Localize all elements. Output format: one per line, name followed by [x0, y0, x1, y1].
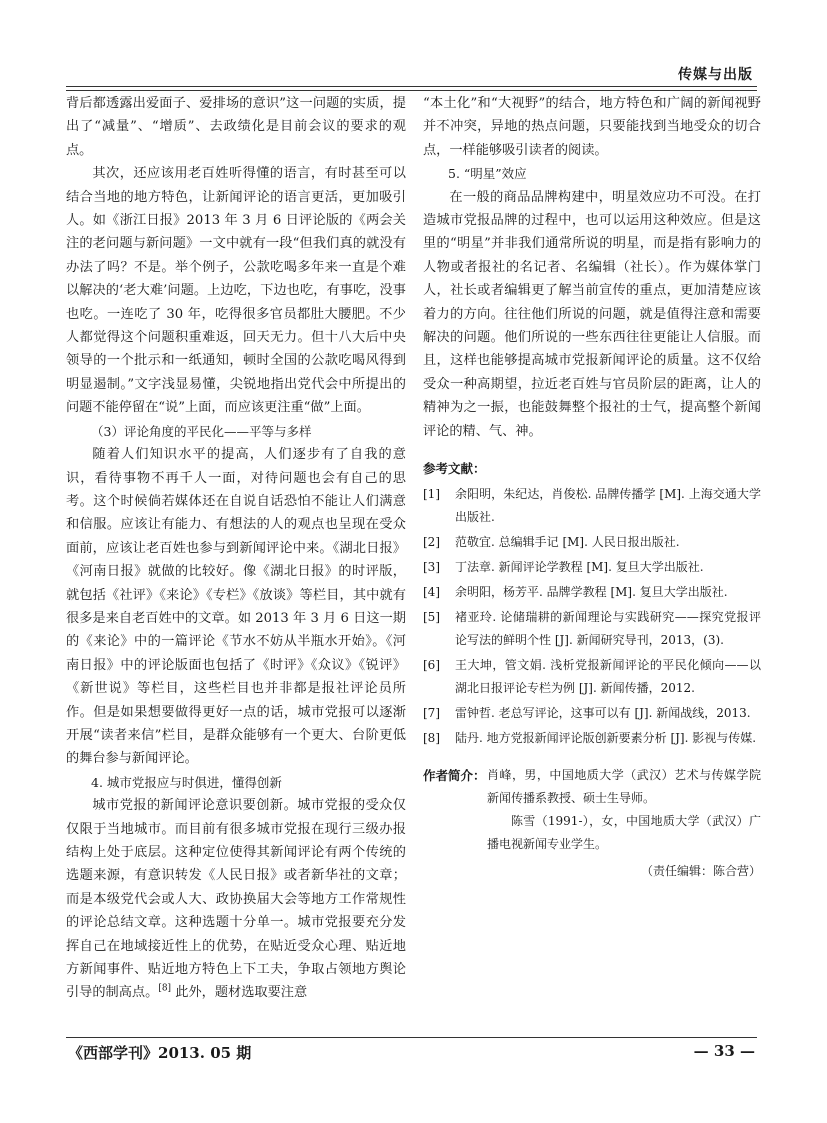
reference-text: 余明阳，杨芳平. 品牌学教程 [M]. 复旦大学出版社. — [455, 584, 728, 599]
reference-text: 雷钟哲. 老总写评论，这事可以有 [J]. 新闻战线，2013. — [455, 705, 751, 720]
reference-item — [423, 556, 761, 579]
reference-text: 丁法章. 新闻评论学教程 [M]. 复旦大学出版社. — [455, 559, 704, 574]
page-number: — 33 — — [693, 1042, 755, 1060]
reference-text: 褚亚玲. 论储瑞耕的新闻理论与实践研究——探究党报评论写法的鲜明个性 [J]. 新闻研究导刊，2013，(3). — [455, 609, 761, 647]
paragraph-4-tail: 此外，题材选取要注意 — [171, 985, 308, 1001]
author-bio — [423, 764, 761, 883]
subheading-5: 5. “明星”效应 — [448, 166, 527, 182]
reference-number: [5] — [423, 609, 440, 624]
reference-item — [423, 483, 761, 529]
left-paragraph-1: 背后都透露出爱面子、爱排场的意识”这一问题的实质，提出了“减量”、“增质”、去政绩化是目前会议的要求的观点。 — [66, 96, 406, 158]
footer-rule — [66, 1037, 757, 1038]
reference-item — [423, 654, 761, 700]
references-list — [423, 483, 761, 750]
reference-text: 余阳明，朱纪达，肖俊松. 品牌传播学 [M]. 上海交通大学出版社. — [455, 486, 761, 524]
reference-number: [6] — [423, 657, 440, 672]
subheading-3: （3）评论角度的平民化——平等与多样 — [91, 423, 312, 439]
reference-number: [8] — [423, 730, 440, 745]
author-bio-2: 陈雪（1991-），女，中国地质大学（武汉）广播电视新闻专业学生。 — [487, 813, 761, 851]
references-title: 参考文献： — [423, 461, 486, 477]
reference-text: 范敬宜. 总编辑手记 [M]. 人民日报出版社. — [455, 534, 680, 549]
responsible-editor: （责任编辑：陈合营） — [640, 863, 761, 878]
right-column — [423, 92, 761, 883]
right-paragraph-2: 在一般的商品品牌构建中，明星效应功不可没。在打造城市党报品牌的过程中，也可以运用这种效应。但是这里的“明星”并非我们通常所说的明星，而是指有影响力的人物或者报社的名记者、名编辑（社长）。作为媒体掌门人，社长或者编辑更了解当前宣传的重点，更加清楚应该着力的方向。往往他们所说的问题，就是值得注意和需要解决的问题。他们所说的一些东西往往更能让人信服。而且，这样也能够提高城市党报新闻评论的质量。这不仅给受众一种高期望，拉近老百姓与官员阶层的距离，让人的精神为之一振，也能鼓舞整个报社的士气，提高整个新闻评论的精、气、神。 — [423, 189, 761, 439]
reference-item — [423, 727, 761, 750]
reference-number: [3] — [423, 559, 440, 574]
section-header: 传媒与出版 — [678, 67, 753, 83]
author-bio-label: 作者简介： — [423, 767, 486, 783]
author-bio-row — [423, 764, 761, 810]
reference-text: 王大坤，管文娟. 浅析党报新闻评论的平民化倾向——以湖北日报评论专栏为例 [J]. 新闻传播，2012. — [455, 657, 761, 695]
header-rule — [66, 86, 757, 91]
author-bio-1: 肖峰，男，中国地质大学（武汉）艺术与传媒学院新闻传播系教授、硕士生导师。 — [487, 767, 761, 805]
reference-item — [423, 702, 761, 725]
reference-item — [423, 531, 761, 554]
left-paragraph-4 — [66, 794, 406, 1005]
reference-item — [423, 581, 761, 604]
reference-text: 陆丹. 地方党报新闻评论版创新要素分析 [J]. 影视与传媒. — [455, 730, 757, 745]
reference-number: [2] — [423, 534, 440, 549]
left-paragraph-2: 其次，还应该用老百姓听得懂的语言，有时甚至可以结合当地的地方特色，让新闻评论的语言更活，更加吸引人。如《浙江日报》2013 年 3 月 6 日评论版的《两会关注的老问题与新问题》一文中就有一段“但我们真的就没有办法了吗？不是。举个例子，公款吃喝多年来一直是个难以解决的‘老大难’问题。上边吃，下边也吃，有事吃，没事也吃。一连吃了 30 年，吃得很多官员都肚大腰肥。不少人都觉得这个问题积重难返，回天无力。但十八大后中央领导的一个批示和一纸通知，顿时全国的公款吃喝风得到明显遏制。”文字浅显易懂，尖锐地指出党代会中所提出的问题不能停留在“说”上面，而应该更注重“做”上面。 — [66, 166, 406, 416]
reference-number: [7] — [423, 705, 440, 720]
reference-number: [1] — [423, 486, 440, 501]
left-paragraph-3: 随着人们知识水平的提高，人们逐步有了自我的意识，看待事物不再千人一面，对待问题也会有自己的思考。这个时候倘若媒体还在自说自话恐怕不能让人们满意和信服。应该让有能力、有想法的人的观点也呈现在受众面前，应该让老百姓也参与到新闻评论中来。《湖北日报》《河南日报》就做的比较好。像《湖北日报》的时评版，就包括《社评》《来论》《专栏》《放谈》等栏目，其中就有很多是来自老百姓中的文章。如 2013 年 3 月 6 日这一期的《来论》中的一篇评论《节水不妨从半瓶水开始》。《河南日报》中的评论版面也包括了《时评》《众议》《锐评》《新世说》等栏目，这些栏目也并非都是报社评论员所作。但是如果想要做得更好一点的话，城市党报可以逐渐开展“读者来信”栏目，是群众能够有一个更大、台阶更低的舞台参与新闻评论。 — [66, 447, 406, 767]
subheading-4: 4. 城市党报应与时俱进，懂得创新 — [91, 774, 282, 790]
citation-8: [8] — [158, 984, 172, 995]
left-column — [66, 92, 406, 1005]
right-paragraph-1: “本土化”和“大视野”的结合，地方特色和广阔的新闻视野并不冲突，异地的热点问题，只要能找到当地受众的切合点，一样能够吸引读者的阅读。 — [423, 96, 761, 158]
reference-item — [423, 606, 761, 652]
reference-number: [4] — [423, 584, 440, 599]
paragraph-4-text: 城市党报的新闻评论意识要创新。城市党报的受众仅仅限于当地城市。而目前有很多城市党报在现行三级办报结构上处于底层。这种定位使得其新闻评论有两个传统的选题来源，有意识转发《人民日报》或者新华社的文章；而是本级党代会或人大、政协换届大会等地方工作常规性的评论总结文章。这种选题十分单一。城市党报要充分发挥自己在地域接近性上的优势，在贴近受众心理、贴近地方新闻事件、贴近地方特色上下工夫，争取占领地方舆论引导的制高点。 — [66, 798, 406, 1001]
journal-issue: 《西部学刊》2013. 05 期 — [68, 1044, 252, 1062]
